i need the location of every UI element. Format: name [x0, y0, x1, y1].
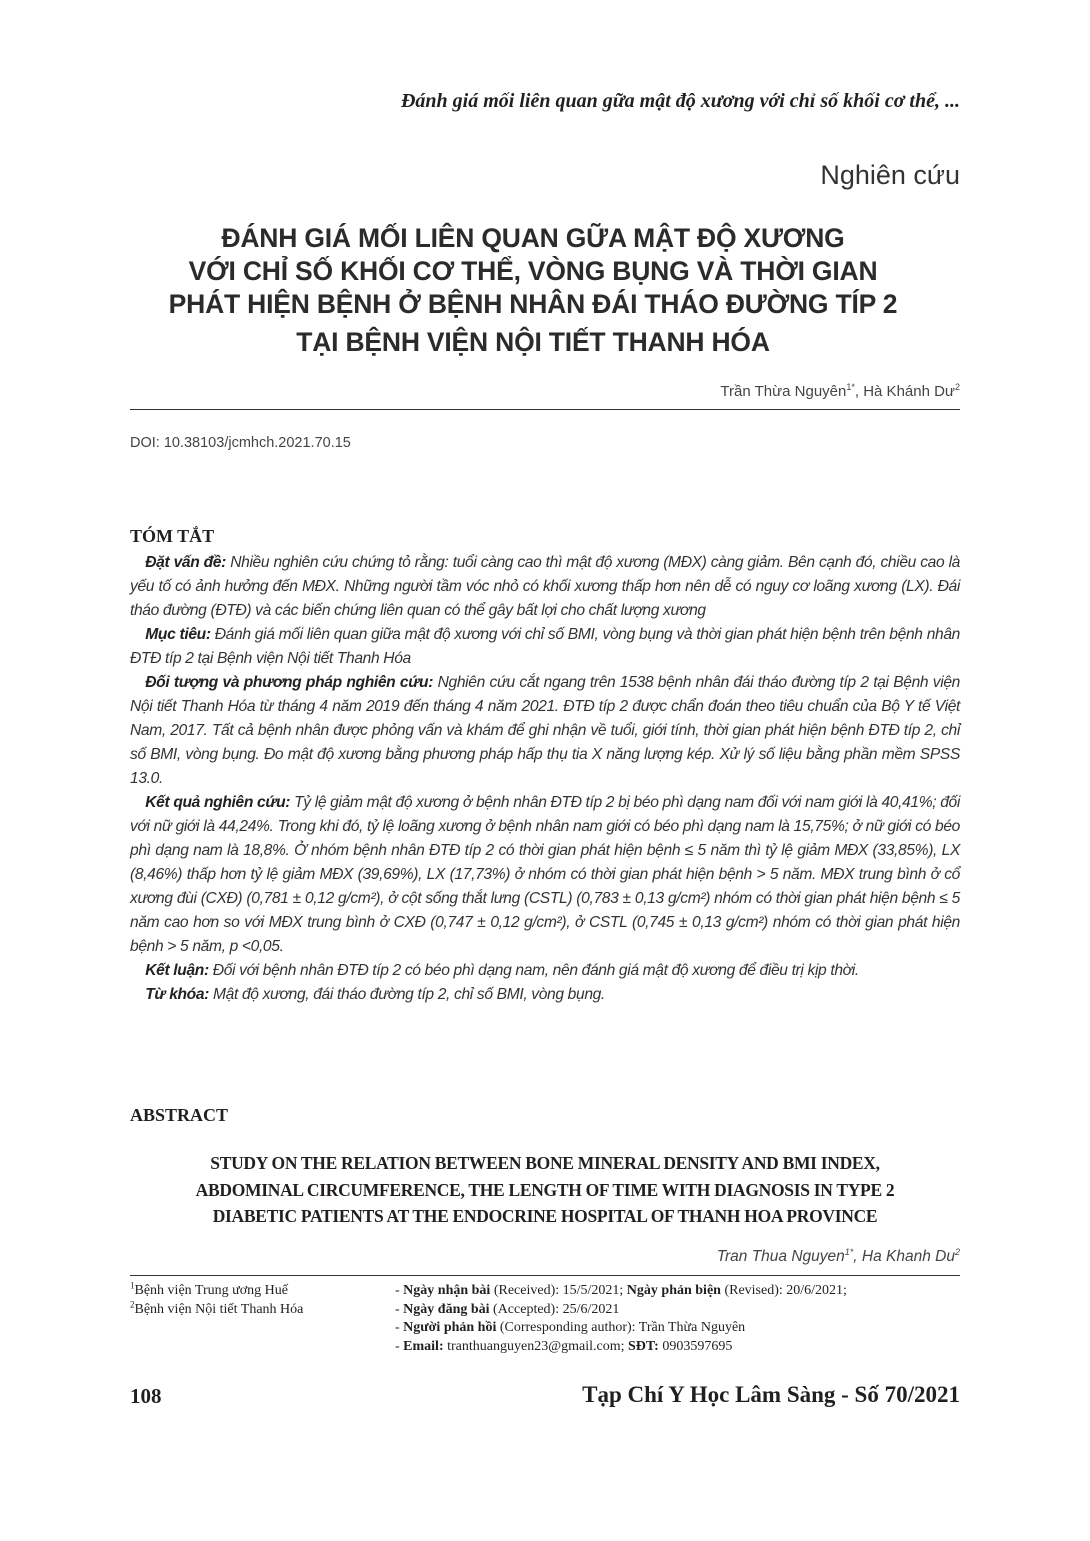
authors-english: [717, 1248, 960, 1266]
paragraph-text: Mật độ xương, đái tháo đường típ 2, chỉ số BMI, vòng bụng.: [209, 986, 605, 1003]
paragraph-text: Nghiên cứu cắt ngang trên 1538 bệnh nhân đái tháo đường típ 2 tại Bệnh viện Nội tiết Thanh Hóa từ tháng 4 năm 2019 đến tháng 4 năm 2021. ĐTĐ típ 2 được chẩn đoán theo tiêu chuẩn của Bộ Y tế Việt Nam, 2017. Tất cả bệnh nhân được phỏng vấn và khám để ghi nhận về tuổi, giới tính, thời gian phát hiện bệnh ĐTĐ típ 2, chỉ số BMI, vòng bụng. Đo mật độ xương bằng phương pháp hấp thụ tia X năng lượng kép. Xử lý số liệu bằng phần mềm SPSS 13.0.: [130, 674, 960, 787]
summary-heading: TÓM TẮT: [130, 526, 215, 546]
author-1: Trần Thừa Nguyên: [720, 383, 847, 400]
email-text[interactable]: tranthuanguyen23@gmail.com;: [443, 1338, 628, 1354]
paragraph-label: Kết luận:: [145, 962, 209, 979]
summary-paragraph: [130, 623, 960, 671]
affiliations: [130, 1282, 303, 1319]
title-line: DIABETIC PATIENTS AT THE ENDOCRINE HOSPITAL OF THANH HOA PROVINCE: [212, 1206, 878, 1226]
corresponding-note: [395, 1319, 847, 1338]
corresponding-label: Người phản hồi: [403, 1320, 497, 1335]
article-title: [130, 222, 936, 359]
title-line: STUDY ON THE RELATION BETWEEN BONE MINERAL DENSITY AND BMI INDEX,: [210, 1153, 880, 1173]
affiliation-text: Bệnh viện Nội tiết Thanh Hóa: [134, 1301, 304, 1317]
phone-label: SĐT:: [627, 1338, 659, 1354]
paragraph-text: Tỷ lệ giảm mật độ xương ở bệnh nhân ĐTĐ típ 2 bị béo phì dạng nam đối với nam giới là 40,41%; đối với nữ giới là 44,24%. Trong khi đó, tỷ lệ loãng xương ở bệnh nhân nam giới có béo phì dạng nam là 15,75%; ở nữ giới có béo phì dạng nam là 18,8%. Ở nhóm bệnh nhân ĐTĐ típ 2 có thời gian phát hiện bệnh ≤ 5 năm thì tỷ lệ giảm MĐX (33,85%), LX (8,46%) thấp hơn tỷ lệ giảm MĐX (39,69%), LX (17,73%) ở nhóm có thời gian phát hiện bệnh > 5 năm. MĐX trung bình ở cổ xương đùi (CXĐ) (0,781 ± 0,12 g/cm²), ở cột sống thắt lưng (CSTL) (0,783 ± 0,13 g/cm²) nhóm có thời gian phát hiện bệnh ≤ 5 năm cao hơn so với MĐX trung bình ở CXĐ (0,747 ± 0,12 g/cm²), ở CSTL (0,745 ± 0,13 g/cm²) nhóm có thời gian phát hiện bệnh > 5 năm, p <0,05.: [130, 794, 960, 955]
paragraph-text: Đối với bệnh nhân ĐTĐ típ 2 có béo phì dạng nam, nên đánh giá mật độ xương để điều trị kịp thời.: [208, 962, 859, 979]
corresponding-text: (Corresponding author): Trần Thừa Nguyên: [496, 1320, 746, 1335]
title-line: TẠI BỆNH VIỆN NỘI TIẾT THANH HÓA: [296, 327, 770, 357]
accepted-label: Ngày đăng bài: [403, 1301, 490, 1317]
revised-label: Ngày phản biện: [626, 1283, 721, 1298]
author-2-affiliation: 2: [954, 382, 960, 392]
accepted-note: [395, 1301, 847, 1320]
english-title: [130, 1150, 960, 1230]
author-2-affiliation: 2: [954, 1246, 960, 1257]
dash: -: [395, 1301, 404, 1317]
phone-text: 0903597695: [658, 1338, 733, 1354]
dash: -: [395, 1338, 404, 1354]
journal-name: Tạp Chí Y Học Lâm Sàng - Số 70/2021: [582, 1382, 960, 1407]
title-line: ABDOMINAL CIRCUMFERENCE, THE LENGTH OF TIME WITH DIAGNOSIS IN TYPE 2: [195, 1179, 895, 1200]
accepted-text: (Accepted): 25/6/2021: [489, 1301, 620, 1317]
title-line: PHÁT HIỆN BỆNH Ở BỆNH NHÂN ĐÁI THÁO ĐƯỜNG TÍP 2: [168, 289, 898, 319]
running-head: Đánh giá mối liên quan gữa mật độ xương với chỉ số khối cơ thể, ...: [400, 90, 960, 112]
received-label: Ngày nhận bài: [403, 1283, 491, 1298]
section-label: Nghiên cứu: [820, 160, 960, 190]
title-line: ĐÁNH GIÁ MỐI LIÊN QUAN GỮA MẬT ĐỘ XƯƠNG: [221, 223, 845, 253]
affiliation: [130, 1282, 303, 1301]
divider: [130, 409, 960, 410]
author-1-affiliation: 1*: [846, 382, 855, 392]
author-separator: ,: [853, 1248, 862, 1265]
page-number: 108: [130, 1384, 162, 1408]
abstract-heading: ABSTRACT: [130, 1105, 229, 1125]
paragraph-text: Đánh giá mối liên quan giữa mật độ xương với chỉ số BMI, vòng bụng và thời gian phát hiện bệnh trên bệnh nhân ĐTĐ típ 2 tại Bệnh viện Nội tiết Thanh Hóa: [130, 626, 960, 667]
received-note: [395, 1282, 847, 1301]
paragraph-label: Đặt vấn đề:: [145, 554, 226, 571]
summary-body: [130, 551, 960, 1007]
paragraph-label: Kết quả nghiên cứu:: [145, 794, 291, 811]
author-1: Tran Thua Nguyen: [716, 1248, 845, 1265]
paragraph-label: Từ khóa:: [145, 986, 210, 1003]
author-1-affiliation: 1*: [844, 1246, 854, 1257]
author-2: Ha Khanh Du: [861, 1248, 955, 1265]
paragraph-text: Nhiều nghiên cứu chứng tỏ rằng: tuổi càng cao thì mật độ xương (MĐX) càng giảm. Bên cạnh đó, chiều cao là yếu tố có ảnh hưởng đến MĐX. Những người tầm vóc nhỏ có khối xương thấp hơn nên dễ có nguy cơ loãng xương (LX). Đái tháo đường (ĐTĐ) và các biến chứng liên quan có thể gây bất lợi cho chất lượng xương: [130, 554, 961, 619]
article-notes: [395, 1282, 847, 1356]
footnote-divider: [130, 1275, 960, 1276]
dash: -: [395, 1283, 404, 1298]
summary-paragraph: [130, 959, 960, 983]
affiliation: [130, 1298, 304, 1320]
email-label: Email:: [403, 1338, 444, 1354]
paragraph-label: Đối tượng và phương pháp nghiên cứu:: [145, 674, 434, 691]
author-separator: ,: [854, 383, 864, 400]
author-2: Hà Khánh Dư: [863, 383, 955, 400]
affiliation-number: 2: [130, 1298, 135, 1309]
contact-note: [395, 1338, 847, 1357]
doi[interactable]: DOI: 10.38103/jcmhch.2021.70.15: [130, 435, 351, 451]
paragraph-label: Mục tiêu:: [145, 626, 211, 643]
affiliation-text: Bệnh viện Trung ương Huế: [134, 1283, 288, 1298]
dash: -: [395, 1320, 404, 1335]
summary-paragraph: [130, 791, 960, 959]
revised-text: (Revised): 20/6/2021;: [720, 1283, 847, 1298]
received-text: (Received): 15/5/2021;: [490, 1283, 627, 1298]
title-line: VỚI CHỈ SỐ KHỐI CƠ THỂ, VÒNG BỤNG VÀ THỜI GIAN: [188, 256, 878, 286]
summary-paragraph: [130, 983, 960, 1007]
summary-paragraph: [130, 671, 960, 791]
summary-paragraph: [130, 551, 960, 623]
authors: [720, 383, 960, 400]
affiliation-number: 1: [130, 1280, 135, 1291]
